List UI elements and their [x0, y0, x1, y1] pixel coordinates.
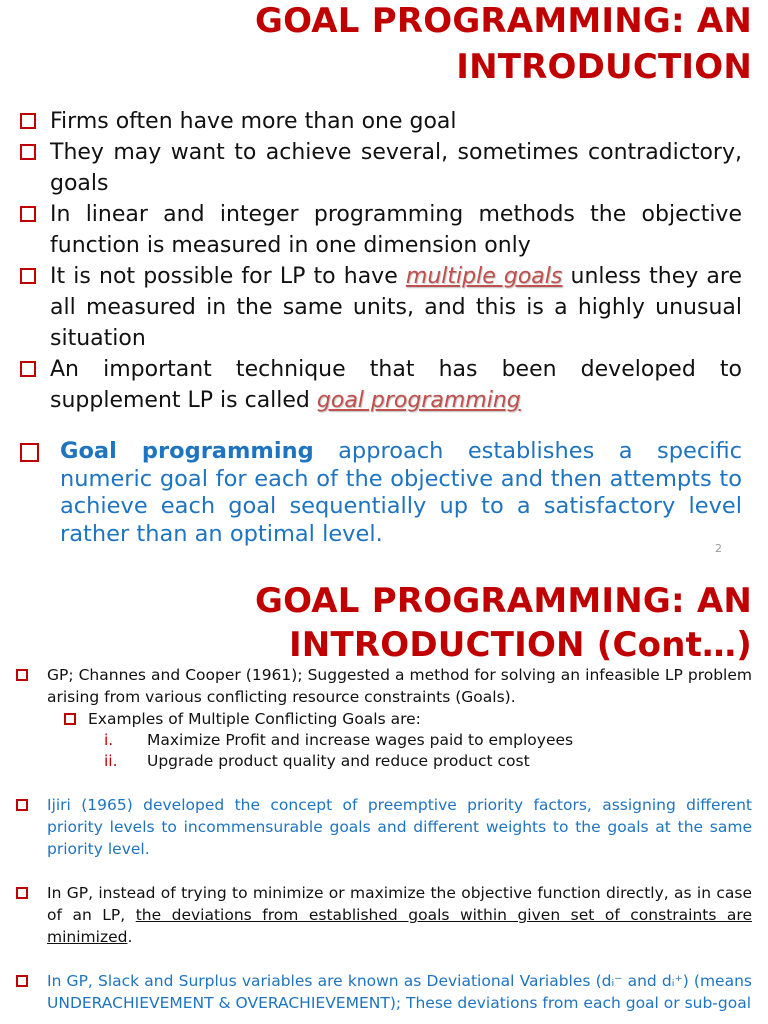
bullet-item: In GP, instead of trying to minimize or maximize the objective function directly, as in case of an LP, the deviations from established goals within given set of constraints are minimized. [14, 882, 752, 948]
page-number: 2 [715, 542, 722, 555]
checkbox-bullet-icon [16, 799, 28, 811]
slide-2 [0, 568, 768, 1024]
slide-2-title-line2: INTRODUCTION (Cont…) [288, 625, 752, 665]
slide-1-blue-bullet [18, 438, 742, 548]
bullet-item: They may want to achieve several, sometimes contradictory, goals [18, 137, 742, 199]
bullet-item: Ijiri (1965) developed the concept of preemptive priority factors, assigning different priority levels to incommensurable goals and different weights to the goals at the same priority level. [14, 794, 752, 860]
slide-1-bullet-list [18, 106, 742, 416]
slide-1-title [255, 0, 752, 88]
bullet-item: GP; Channes and Cooper (1961); Suggested a method for solving an infeasible LP problem arising from various conflicting resource constraints (Goals). [14, 664, 752, 708]
underlined-deviations: the deviations from established goals within given set of constraints are minimized [47, 906, 752, 946]
checkbox-bullet-icon [20, 113, 36, 129]
checkbox-bullet-icon [20, 361, 36, 377]
checkbox-bullet-icon [16, 887, 28, 899]
checkbox-bullet-icon [20, 206, 36, 222]
bullet-item: Firms often have more than one goal [18, 106, 742, 137]
example-item: i. Maximize Profit and increase wages paid to employees [104, 731, 574, 749]
goal-programming-bold: Goal programming [60, 438, 314, 464]
bullet-item: An important technique that has been developed to supplement LP is called goal programming [18, 354, 742, 416]
bullet-item: It is not possible for LP to have multiple goals unless they are all measured in the same units, and this is a highly unusual situation [18, 261, 742, 354]
bullet-item: Goal programming approach establishes a specific numeric goal for each of the objective and then attempts to achieve each goal sequentially up to a satisfactory level rather than an optimal level. [18, 438, 742, 548]
checkbox-bullet-icon [16, 975, 28, 987]
emphasis-goal-programming: goal programming [316, 388, 521, 413]
slide-2-bullet-list [14, 664, 752, 1014]
bullet-item: In GP, Slack and Surplus variables are known as Deviational Variables (dᵢ⁻ and dᵢ⁺) (means UNDERACHIEVEMENT & OVERACHIEVEMENT); These deviations from each goal or sub-goal [14, 970, 752, 1014]
example-item: ii. Upgrade product quality and reduce product cost [104, 752, 530, 770]
checkbox-bullet-icon [20, 268, 36, 284]
bullet-item: In linear and integer programming methods the objective function is measured in one dimension only [18, 199, 742, 261]
slide-2-title-line1: GOAL PROGRAMMING: AN [255, 581, 752, 621]
slide-2-title [255, 580, 752, 666]
slide-1-title-line2: INTRODUCTION [456, 47, 752, 87]
checkbox-bullet-icon [16, 669, 28, 681]
checkbox-bullet-icon [20, 443, 39, 462]
slide-1-title-line1: GOAL PROGRAMMING: AN [255, 1, 752, 41]
emphasis-multiple-goals: multiple goals [405, 264, 563, 289]
checkbox-bullet-icon [20, 144, 36, 160]
sub-bullet-item: Examples of Multiple Conflicting Goals are: [14, 708, 752, 730]
checkbox-bullet-icon [64, 713, 76, 725]
